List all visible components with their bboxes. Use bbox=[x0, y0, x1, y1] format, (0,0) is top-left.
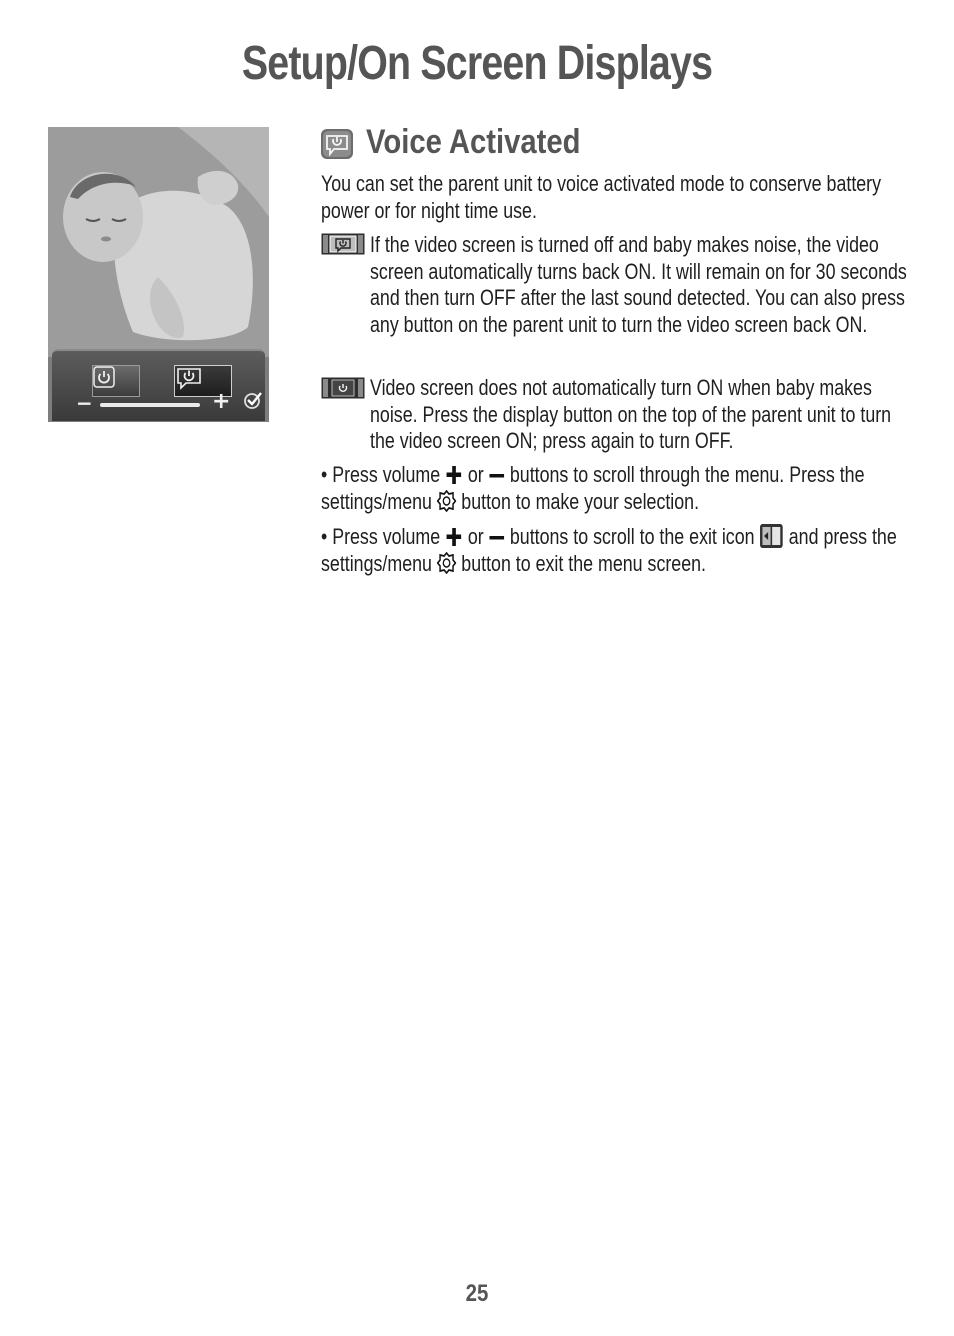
bullet-text: and press the settings/menu bbox=[321, 524, 897, 576]
bullet-text: Press volume bbox=[332, 462, 441, 487]
option-on-paragraph: If the video screen is turned off and baby makes noise, the video screen automatically turns back ON. It will remain on for 30 seconds and then turn OFF after the last sound detected. You can also press any button on the parent unit to turn the video screen back ON. bbox=[370, 232, 907, 337]
osd-menu-bar bbox=[52, 349, 265, 421]
bullet-text: Press volume bbox=[332, 524, 441, 549]
bullet-text: or bbox=[467, 462, 484, 487]
voice-activated-on-icon bbox=[321, 233, 365, 255]
settings-gear-icon bbox=[437, 490, 456, 512]
minus-icon bbox=[489, 465, 505, 485]
settings-check-icon bbox=[242, 389, 264, 411]
osd-plus: + bbox=[212, 389, 231, 414]
voice-activated-icon bbox=[320, 128, 354, 160]
bullet-text: or bbox=[467, 524, 484, 549]
bullet-item bbox=[321, 462, 912, 515]
intro-paragraph: You can set the parent unit to voice activated mode to conserve battery power or for night time use. bbox=[321, 171, 882, 223]
section-title: Voice Activated bbox=[366, 123, 581, 161]
settings-gear-icon bbox=[437, 552, 456, 574]
plus-icon bbox=[445, 527, 463, 547]
bullet-text: buttons to scroll through the menu. Press the settings/menu bbox=[321, 462, 865, 514]
bullet-marker: • bbox=[321, 462, 328, 487]
power-icon bbox=[93, 366, 115, 388]
minus-icon bbox=[489, 527, 505, 547]
osd-power-item[interactable] bbox=[92, 365, 140, 397]
bullet-text: buttons to scroll to the exit icon bbox=[509, 524, 755, 549]
bullet-item bbox=[321, 523, 912, 577]
plus-icon bbox=[445, 465, 463, 485]
bullet-text: button to exit the menu screen. bbox=[461, 550, 706, 576]
option-off-paragraph: Video screen does not automatically turn ON when baby makes noise. Press the display button on the top of the parent unit to turn the video screen ON; press again to turn OFF. bbox=[370, 375, 892, 453]
voice-activated-off-icon bbox=[321, 377, 365, 399]
bullet-text: button to make your selection. bbox=[461, 488, 700, 514]
osd-slider bbox=[100, 403, 200, 407]
bullet-marker: • bbox=[321, 524, 328, 549]
voice-activated-icon bbox=[175, 366, 203, 390]
baby-photo bbox=[48, 127, 269, 422]
page-title: Setup/On Screen Displays bbox=[241, 37, 713, 90]
osd-minus: − bbox=[76, 391, 93, 415]
exit-icon bbox=[760, 523, 784, 549]
page-number: 25 bbox=[465, 1280, 489, 1307]
